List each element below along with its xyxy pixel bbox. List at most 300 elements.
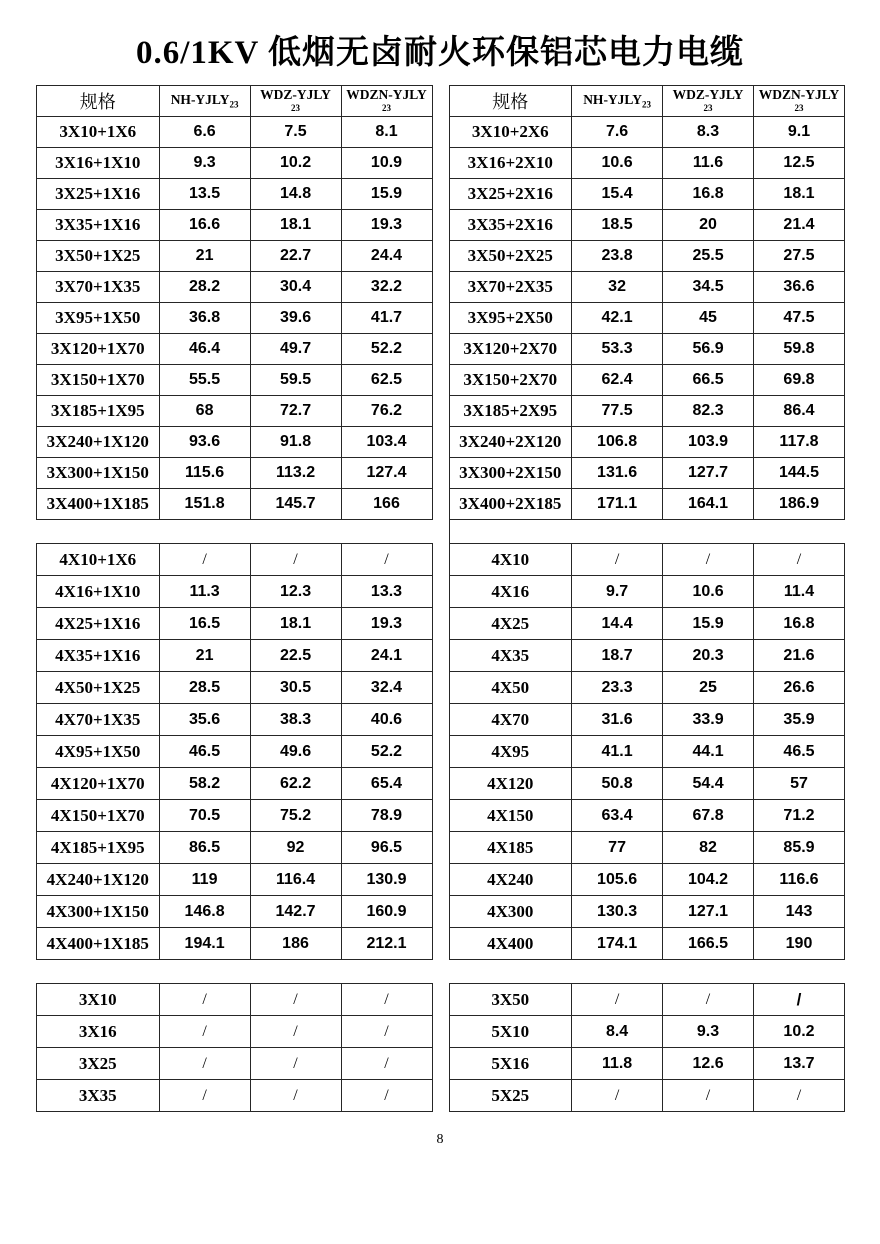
column-header-spec: 规格 <box>37 86 160 117</box>
value-cell: / <box>159 544 250 576</box>
table-row <box>449 768 845 800</box>
value-cell: 77 <box>572 832 663 864</box>
value-cell: / <box>754 544 845 576</box>
table-row <box>37 800 433 832</box>
value-cell: 24.4 <box>341 241 432 272</box>
column-header-spec: 规格 <box>449 86 572 117</box>
value-cell: 91.8 <box>250 427 341 458</box>
value-cell: 20 <box>663 210 754 241</box>
value-cell: 52.2 <box>341 334 432 365</box>
spec-cell: 4X25 <box>449 608 572 640</box>
table-row <box>449 489 845 520</box>
value-cell: 59.8 <box>754 334 845 365</box>
value-cell: 62.5 <box>341 365 432 396</box>
value-cell: 160.9 <box>341 896 432 928</box>
section-gap <box>36 960 433 983</box>
value-cell: 86.5 <box>159 832 250 864</box>
value-cell: 50.8 <box>572 768 663 800</box>
table-row <box>449 576 845 608</box>
value-cell: 65.4 <box>341 768 432 800</box>
value-cell: 32.2 <box>341 272 432 303</box>
value-cell: 58.2 <box>159 768 250 800</box>
column-header-wdz-yjly: WDZ-YJLY 23 <box>250 86 341 117</box>
value-cell: 130.9 <box>341 864 432 896</box>
value-cell: 52.2 <box>341 736 432 768</box>
value-cell: 68 <box>159 396 250 427</box>
left-header-row <box>37 86 433 117</box>
spec-cell: 3X10+1X6 <box>37 117 160 148</box>
value-cell: 63.4 <box>572 800 663 832</box>
value-cell: 186 <box>250 928 341 960</box>
value-cell: 30.5 <box>250 672 341 704</box>
table-row <box>449 241 845 272</box>
spec-cell: 4X95 <box>449 736 572 768</box>
table-row <box>37 396 433 427</box>
table-row <box>37 210 433 241</box>
column-header-nh-yjly: $NH-YJLY_{23}$ <box>159 86 250 117</box>
table-row <box>449 179 845 210</box>
value-cell: 15.9 <box>341 179 432 210</box>
spec-cell: 4X300 <box>449 896 572 928</box>
value-cell: 9.1 <box>754 117 845 148</box>
left-table-section-2 <box>36 543 433 960</box>
value-cell: 78.9 <box>341 800 432 832</box>
value-cell: 21 <box>159 241 250 272</box>
value-cell: 8.4 <box>572 1016 663 1048</box>
spec-cell: 4X35 <box>449 640 572 672</box>
value-cell: 194.1 <box>159 928 250 960</box>
table-row <box>37 544 433 576</box>
value-cell: 14.4 <box>572 608 663 640</box>
value-cell: 127.4 <box>341 458 432 489</box>
spec-cell: 3X10+2X6 <box>449 117 572 148</box>
table-row <box>37 458 433 489</box>
table-row <box>449 396 845 427</box>
value-cell: 35.9 <box>754 704 845 736</box>
table-row <box>449 640 845 672</box>
spec-cell: 4X240 <box>449 864 572 896</box>
table-row <box>37 1080 433 1112</box>
value-cell: 127.1 <box>663 896 754 928</box>
value-cell: 21.4 <box>754 210 845 241</box>
value-cell: 30.4 <box>250 272 341 303</box>
table-row <box>37 272 433 303</box>
value-cell: 10.2 <box>754 1016 845 1048</box>
spec-cell: 4X10+1X6 <box>37 544 160 576</box>
value-cell: 103.4 <box>341 427 432 458</box>
spec-cell: 3X16+1X10 <box>37 148 160 179</box>
table-row <box>37 1016 433 1048</box>
spec-cell: 3X25+1X16 <box>37 179 160 210</box>
table-row <box>449 544 845 576</box>
value-cell: 9.3 <box>159 148 250 179</box>
value-cell: 113.2 <box>250 458 341 489</box>
table-row <box>449 210 845 241</box>
spec-cell: 3X16 <box>37 1016 160 1048</box>
value-cell: 42.1 <box>572 303 663 334</box>
value-cell: / <box>341 1080 432 1112</box>
table-row <box>37 928 433 960</box>
value-cell: 18.7 <box>572 640 663 672</box>
left-table <box>36 85 433 1112</box>
spec-cell: 4X25+1X16 <box>37 608 160 640</box>
value-cell: 16.8 <box>754 608 845 640</box>
right-table <box>449 85 846 1112</box>
value-cell: 24.1 <box>341 640 432 672</box>
spec-cell: 4X185 <box>449 832 572 864</box>
value-cell: 33.9 <box>663 704 754 736</box>
value-cell: 127.7 <box>663 458 754 489</box>
value-cell: 7.6 <box>572 117 663 148</box>
value-cell: 66.5 <box>663 365 754 396</box>
value-cell: 19.3 <box>341 210 432 241</box>
value-cell: 57 <box>754 768 845 800</box>
value-cell: 49.6 <box>250 736 341 768</box>
value-cell: 7.5 <box>250 117 341 148</box>
spec-cell: 4X70 <box>449 704 572 736</box>
table-row <box>449 704 845 736</box>
spec-cell: 3X400+2X185 <box>449 489 572 520</box>
value-cell: 71.2 <box>754 800 845 832</box>
table-row <box>449 303 845 334</box>
value-cell: 82.3 <box>663 396 754 427</box>
table-row <box>449 458 845 489</box>
value-cell: 16.8 <box>663 179 754 210</box>
value-cell: 31.6 <box>572 704 663 736</box>
table-row <box>37 640 433 672</box>
value-cell: / <box>663 1080 754 1112</box>
value-cell: / <box>159 1016 250 1048</box>
value-cell: 16.6 <box>159 210 250 241</box>
value-cell: 8.1 <box>341 117 432 148</box>
spec-cell: 4X400+1X185 <box>37 928 160 960</box>
page-number: 8 <box>436 1132 444 1147</box>
value-cell: 59.5 <box>250 365 341 396</box>
value-cell: 13.7 <box>754 1048 845 1080</box>
spec-cell: 3X70+1X35 <box>37 272 160 303</box>
value-cell: / <box>663 984 754 1016</box>
left-table-section-3 <box>36 983 433 1112</box>
table-row <box>37 303 433 334</box>
table-row <box>449 864 845 896</box>
spec-cell: 5X25 <box>449 1080 572 1112</box>
value-cell: 119 <box>159 864 250 896</box>
value-cell: 19.3 <box>341 608 432 640</box>
value-cell: 32 <box>572 272 663 303</box>
table-row <box>37 489 433 520</box>
table-row <box>449 427 845 458</box>
value-cell: / <box>341 1016 432 1048</box>
table-row <box>37 672 433 704</box>
value-cell: / <box>754 1080 845 1112</box>
table-row <box>37 1048 433 1080</box>
table-row <box>37 179 433 210</box>
spec-cell: 3X25 <box>37 1048 160 1080</box>
value-cell: 174.1 <box>572 928 663 960</box>
value-cell: 40.6 <box>341 704 432 736</box>
value-cell: 21 <box>159 640 250 672</box>
value-cell: / <box>754 984 845 1016</box>
spec-cell: 3X185+2X95 <box>449 396 572 427</box>
value-cell: 115.6 <box>159 458 250 489</box>
value-cell: 164.1 <box>663 489 754 520</box>
table-row <box>449 608 845 640</box>
value-cell: 13.5 <box>159 179 250 210</box>
spec-cell: 4X185+1X95 <box>37 832 160 864</box>
table-row <box>37 736 433 768</box>
value-cell: 12.6 <box>663 1048 754 1080</box>
value-cell: 142.7 <box>250 896 341 928</box>
table-row <box>449 1048 845 1080</box>
table-row <box>449 800 845 832</box>
spec-cell: 3X400+1X185 <box>37 489 160 520</box>
spec-cell: 3X35+2X16 <box>449 210 572 241</box>
value-cell: 12.3 <box>250 576 341 608</box>
value-cell: 146.8 <box>159 896 250 928</box>
table-row <box>449 1080 845 1112</box>
spec-cell: 3X25+2X16 <box>449 179 572 210</box>
value-cell: 9.3 <box>663 1016 754 1048</box>
spec-cell: 4X50 <box>449 672 572 704</box>
column-header-nh-yjly: $NH-YJLY_{23}$ <box>572 86 663 117</box>
table-row <box>37 241 433 272</box>
table-row <box>449 832 845 864</box>
spec-cell: 3X300+2X150 <box>449 458 572 489</box>
spec-cell: 4X50+1X25 <box>37 672 160 704</box>
table-row <box>37 576 433 608</box>
section-gap <box>449 520 846 543</box>
table-row <box>449 896 845 928</box>
value-cell: 131.6 <box>572 458 663 489</box>
value-cell: 171.1 <box>572 489 663 520</box>
value-cell: 23.8 <box>572 241 663 272</box>
value-cell: 72.7 <box>250 396 341 427</box>
value-cell: 76.2 <box>341 396 432 427</box>
value-cell: 12.5 <box>754 148 845 179</box>
value-cell: / <box>159 1048 250 1080</box>
spec-cell: 3X240+1X120 <box>37 427 160 458</box>
spec-cell: 4X95+1X50 <box>37 736 160 768</box>
value-cell: / <box>250 1080 341 1112</box>
value-cell: 53.3 <box>572 334 663 365</box>
value-cell: 15.4 <box>572 179 663 210</box>
table-row <box>449 984 845 1016</box>
spec-cell: 3X240+2X120 <box>449 427 572 458</box>
value-cell: 34.5 <box>663 272 754 303</box>
value-cell: 46.4 <box>159 334 250 365</box>
value-cell: 186.9 <box>754 489 845 520</box>
spec-cell: 4X120+1X70 <box>37 768 160 800</box>
value-cell: 54.4 <box>663 768 754 800</box>
value-cell: 56.9 <box>663 334 754 365</box>
spec-cell: 4X16+1X10 <box>37 576 160 608</box>
value-cell: 11.4 <box>754 576 845 608</box>
value-cell: 44.1 <box>663 736 754 768</box>
spec-cell: 3X95+2X50 <box>449 303 572 334</box>
value-cell: 103.9 <box>663 427 754 458</box>
value-cell: 32.4 <box>341 672 432 704</box>
value-cell: 18.1 <box>754 179 845 210</box>
right-header-row <box>449 86 845 117</box>
value-cell: 166 <box>341 489 432 520</box>
column-header-wdzn-yjly: WDZN-YJLY 23 <box>754 86 845 117</box>
spec-cell: 3X35 <box>37 1080 160 1112</box>
value-cell: 46.5 <box>159 736 250 768</box>
right-table-section-1 <box>449 85 846 520</box>
table-row <box>449 365 845 396</box>
section-gap <box>449 960 846 983</box>
right-table-section-3 <box>449 983 846 1112</box>
value-cell: 212.1 <box>341 928 432 960</box>
value-cell: 93.6 <box>159 427 250 458</box>
right-table-section-2 <box>449 543 846 960</box>
value-cell: 28.5 <box>159 672 250 704</box>
value-cell: 11.3 <box>159 576 250 608</box>
table-row <box>37 608 433 640</box>
value-cell: 166.5 <box>663 928 754 960</box>
spec-cell: 5X10 <box>449 1016 572 1048</box>
value-cell: 77.5 <box>572 396 663 427</box>
value-cell: 116.4 <box>250 864 341 896</box>
spec-cell: 4X150+1X70 <box>37 800 160 832</box>
spec-cell: 4X120 <box>449 768 572 800</box>
value-cell: 45 <box>663 303 754 334</box>
value-cell: 106.8 <box>572 427 663 458</box>
spec-cell: 3X120+1X70 <box>37 334 160 365</box>
spec-cell: 4X150 <box>449 800 572 832</box>
spec-cell: 4X400 <box>449 928 572 960</box>
value-cell: 130.3 <box>572 896 663 928</box>
spec-cell: 3X300+1X150 <box>37 458 160 489</box>
table-row <box>449 117 845 148</box>
value-cell: / <box>663 544 754 576</box>
value-cell: / <box>572 544 663 576</box>
table-row <box>449 334 845 365</box>
value-cell: 67.8 <box>663 800 754 832</box>
table-row <box>449 736 845 768</box>
spec-cell: 3X50+1X25 <box>37 241 160 272</box>
spec-cell: 4X70+1X35 <box>37 704 160 736</box>
value-cell: 25.5 <box>663 241 754 272</box>
spec-cell: 3X16+2X10 <box>449 148 572 179</box>
value-cell: 190 <box>754 928 845 960</box>
value-cell: 69.8 <box>754 365 845 396</box>
value-cell: / <box>159 984 250 1016</box>
value-cell: 22.5 <box>250 640 341 672</box>
value-cell: / <box>159 1080 250 1112</box>
value-cell: 25 <box>663 672 754 704</box>
value-cell: 144.5 <box>754 458 845 489</box>
value-cell: 10.6 <box>572 148 663 179</box>
value-cell: 35.6 <box>159 704 250 736</box>
table-row <box>449 148 845 179</box>
value-cell: 41.1 <box>572 736 663 768</box>
value-cell: 62.4 <box>572 365 663 396</box>
value-cell: / <box>250 1016 341 1048</box>
table-row <box>37 704 433 736</box>
column-header-wdz-yjly: WDZ-YJLY 23 <box>663 86 754 117</box>
value-cell: 143 <box>754 896 845 928</box>
value-cell: / <box>572 1080 663 1112</box>
value-cell: 10.6 <box>663 576 754 608</box>
value-cell: / <box>341 1048 432 1080</box>
spec-cell: 3X50+2X25 <box>449 241 572 272</box>
value-cell: 49.7 <box>250 334 341 365</box>
spec-cell: 4X16 <box>449 576 572 608</box>
spec-cell: 3X95+1X50 <box>37 303 160 334</box>
value-cell: 55.5 <box>159 365 250 396</box>
value-cell: 75.2 <box>250 800 341 832</box>
value-cell: 104.2 <box>663 864 754 896</box>
table-row <box>37 896 433 928</box>
table-row <box>449 1016 845 1048</box>
value-cell: 21.6 <box>754 640 845 672</box>
value-cell: 15.9 <box>663 608 754 640</box>
spec-cell: 3X150+2X70 <box>449 365 572 396</box>
column-header-wdzn-yjly: WDZN-YJLY 23 <box>341 86 432 117</box>
value-cell: 23.3 <box>572 672 663 704</box>
value-cell: 14.8 <box>250 179 341 210</box>
value-cell: 38.3 <box>250 704 341 736</box>
value-cell: 82 <box>663 832 754 864</box>
value-cell: 10.2 <box>250 148 341 179</box>
table-row <box>37 832 433 864</box>
table-row <box>37 984 433 1016</box>
value-cell: / <box>250 984 341 1016</box>
value-cell: / <box>250 1048 341 1080</box>
value-cell: 116.6 <box>754 864 845 896</box>
spec-cell: 3X70+2X35 <box>449 272 572 303</box>
value-cell: 28.2 <box>159 272 250 303</box>
value-cell: 36.6 <box>754 272 845 303</box>
value-cell: 70.5 <box>159 800 250 832</box>
spec-cell: 4X10 <box>449 544 572 576</box>
value-cell: 10.9 <box>341 148 432 179</box>
value-cell: 20.3 <box>663 640 754 672</box>
value-cell: 18.1 <box>250 210 341 241</box>
value-cell: 47.5 <box>754 303 845 334</box>
value-cell: 18.1 <box>250 608 341 640</box>
value-cell: 9.7 <box>572 576 663 608</box>
table-row <box>37 365 433 396</box>
value-cell: 36.8 <box>159 303 250 334</box>
spec-cell: 3X150+1X70 <box>37 365 160 396</box>
value-cell: 27.5 <box>754 241 845 272</box>
value-cell: 151.8 <box>159 489 250 520</box>
value-cell: / <box>572 984 663 1016</box>
value-cell: 86.4 <box>754 396 845 427</box>
value-cell: 62.2 <box>250 768 341 800</box>
tables-region <box>36 85 845 1112</box>
table-row <box>37 148 433 179</box>
value-cell: / <box>341 984 432 1016</box>
value-cell: 39.6 <box>250 303 341 334</box>
spec-cell: 5X16 <box>449 1048 572 1080</box>
spec-cell: 3X185+1X95 <box>37 396 160 427</box>
value-cell: 117.8 <box>754 427 845 458</box>
value-cell: 41.7 <box>341 303 432 334</box>
value-cell: 18.5 <box>572 210 663 241</box>
value-cell: 96.5 <box>341 832 432 864</box>
value-cell: 85.9 <box>754 832 845 864</box>
value-cell: 11.6 <box>663 148 754 179</box>
table-row <box>449 672 845 704</box>
spec-cell: 3X35+1X16 <box>37 210 160 241</box>
table-row <box>37 117 433 148</box>
section-gap <box>36 520 433 543</box>
left-table-section-1 <box>36 85 433 520</box>
value-cell: 26.6 <box>754 672 845 704</box>
